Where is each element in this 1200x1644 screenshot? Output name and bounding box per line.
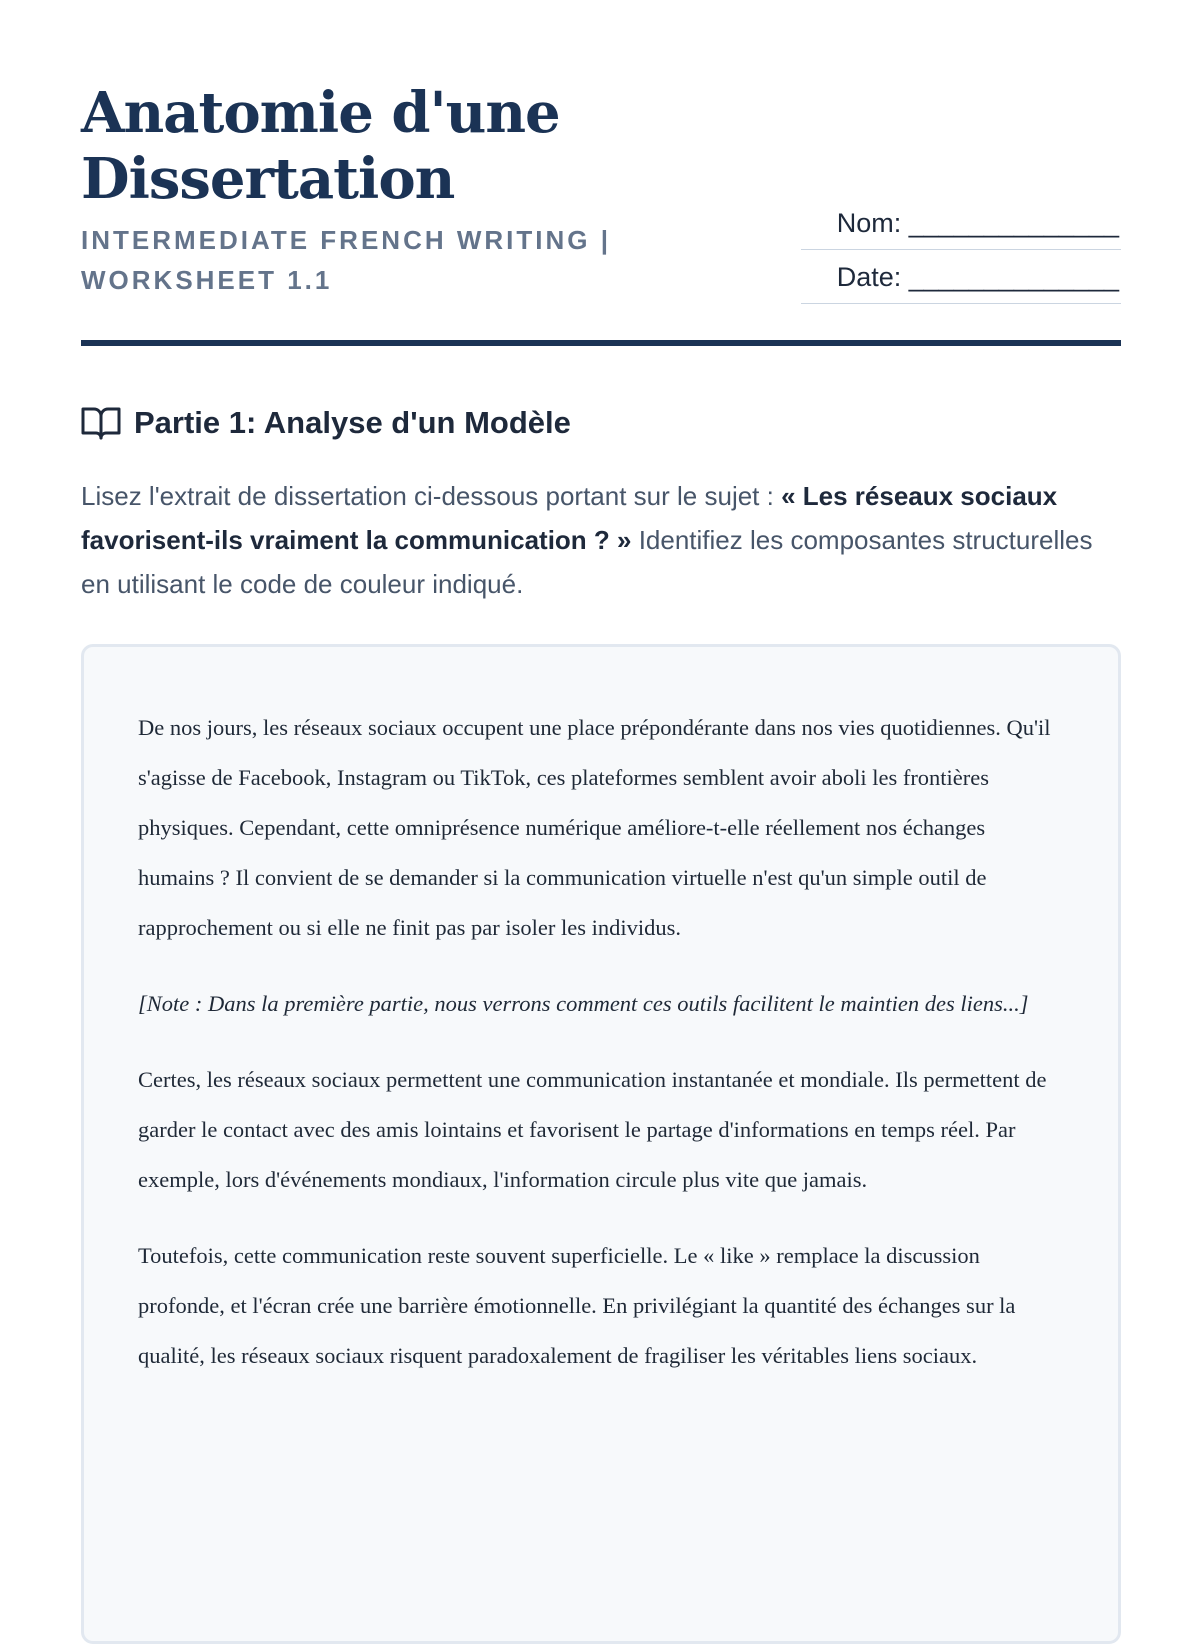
worksheet-page: [81, 0, 1121, 1600]
page-subtitle: INTERMEDIATE FRENCH WRITING | WORKSHEET 1.1: [81, 225, 611, 295]
student-fields: [801, 198, 1121, 304]
header-divider: [81, 340, 1121, 346]
book-open-icon: [81, 405, 121, 441]
name-field[interactable]: Nom: ______________: [801, 198, 1121, 250]
essay-topic: « Les réseaux sociaux favorisent-ils vraiment la communication ? »: [81, 481, 1058, 555]
worksheet-header: [81, 80, 1121, 348]
essay-paragraph-antithesis: Toutefois, cette communication reste souvent superficielle. Le « like » remplace la discussion profonde, et l'écran crée une barrière émotionnelle. En privilégiant la quantité des échanges sur la qualité, les réseaux sociaux risquent paradoxalement de fragiliser les véritables liens sociaux.: [138, 1243, 1016, 1368]
section-1-header: [81, 400, 1121, 450]
section-1-title: Partie 1: Analyse d'un Modèle: [134, 405, 571, 440]
model-essay-box: [81, 644, 1121, 1644]
essay-paragraph-thesis: Certes, les réseaux sociaux permettent une communication instantanée et mondiale. Ils permettent de garder le contact avec des amis lointains et favorisent le partage d'informations en temps réel. Par exemple, lors d'événements mondiaux, l'information circule plus vite que jamais.: [138, 1067, 1047, 1192]
instructions-task: Identifiez les composantes structurelles en utilisant le code de couleur indiqué.: [81, 525, 1093, 599]
essay-introduction: De nos jours, les réseaux sociaux occupent une place prépondérante dans nos vies quotidiennes. Qu'il s'agisse de Facebook, Instagram ou TikTok, ces plateformes semblent avoir aboli les frontières physiques. Cependant, cette omniprésence numérique améliore-t-elle réellement nos échanges humains ? Il convient de se demander si la communication virtuelle n'est qu'un simple outil de rapprochement ou si elle ne finit pas par isoler les individus.: [138, 715, 1051, 940]
date-field[interactable]: Date: ______________: [801, 252, 1121, 304]
essay-note: [Note : Dans la première partie, nous verrons comment ces outils facilitent le maintien des liens...]: [138, 991, 1029, 1016]
section-1-instructions: [81, 474, 1121, 606]
page-title: Anatomie d'une Dissertation: [81, 80, 560, 212]
title-block: [81, 80, 701, 300]
instructions-lead: Lisez l'extrait de dissertation ci-dessous portant sur le sujet :: [81, 481, 782, 511]
